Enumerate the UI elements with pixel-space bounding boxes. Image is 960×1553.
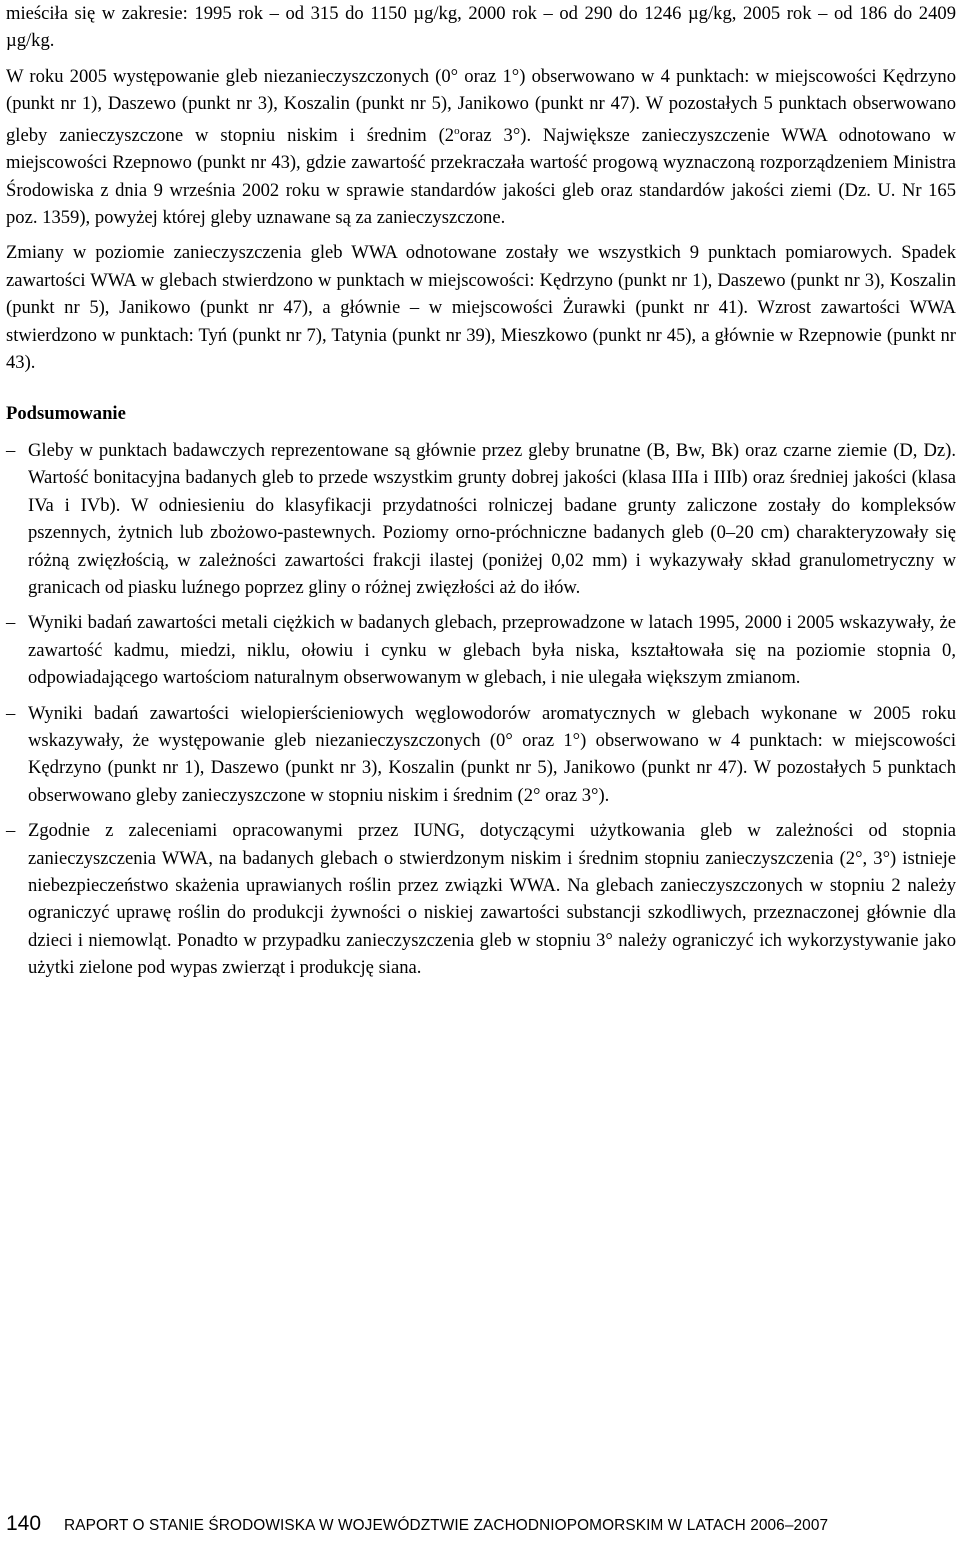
section-heading-summary: Podsumowanie [6,403,126,425]
dash-bullet: – [6,612,16,634]
summary-item-text: Zgodnie z zaleceniami opracowanymi przez IUNG, dotyczącymi użytkowania gleb w zależności od stopnia zanieczyszczenia WWA, na badanych glebach o stwierdzonym niskim i średnim stopniu zanieczyszczenia (2°, 3°) istnieje niebezpieczeństwo skażenia uprawianych roślin przez związki WWA. Na glebach zanieczyszczonych w stopniu 2 należy ograniczyć uprawę roślin do produkcji żywności o niskiej zawartości substancji szkodliwych, przeznaczonej głównie dla dzieci i niemowląt. Ponadto w przypadku zanieczyszczenia gleb w stopniu 3° należy ograniczyć ich wykorzystywanie jako użytki zielone pod wypas zwierząt i produkcję siana. [28,820,956,979]
paragraph-2005-results [6,63,956,232]
paragraph-2005-results-part-b: oraz 3°). Największe zanieczyszczenie WWA odnotowano w miejscowości Rzepnowo (punkt nr 43), gdzie zawartość przekraczała wartość progową wyznaczoną rozporządzeniem Ministra Środowiska z dnia 9 września 2002 roku w sprawie standardów jakości gleb oraz standardów jakości ziemi (Dz. U. Nr 165 poz. 1359), powyżej której gleby uznawane są za zanieczyszczone. [6,124,956,229]
report-title: RAPORT O STANIE ŚRODOWISKA W WOJEWÓDZTWIE ZACHODNIOPOMORSKIM W LATACH 2006–2007 [64,1517,829,1534]
paragraph-2005-results-part-a: W roku 2005 występowanie gleb niezanieczyszczonych (0° oraz 1°) obserwowano w 4 punktach: w miejscowości Kędrzyno (punkt nr 1), Daszewo (punkt nr 3), Koszalin (punkt nr 5), Janikowo (punkt nr 47). W pozostałych 5 punktach obserwowano gleby zanieczyszczone w stopniu niskim i średnim (2 [6,65,956,146]
paragraph-changes: Zmiany w poziomie zanieczyszczenia gleb WWA odnotowane zostały we wszystkich 9 punktach pomiarowych. Spadek zawartości WWA w glebach stwierdzono w punktach w miejscowości: Kędrzyno (punkt nr 1), Daszewo (punkt nr 3), Koszalin (punkt nr 5), Janikowo (punkt nr 47), a głównie – w miejscowości Żurawki (punkt nr 41). Wzrost zawartości WWA stwierdzono w punktach: Tyń (punkt nr 7), Tatynia (punkt nr 39), Mieszkowo (punkt nr 45), a głównie w Rzepnowie (punkt nr 43). [6,242,956,374]
degree-superscript: o [454,124,460,137]
summary-item [6,700,956,810]
page-footer [6,1512,956,1536]
summary-item [6,817,956,981]
summary-item-text: Gleby w punktach badawczych reprezentowane są głównie przez gleby brunatne (B, Bw, Bk) oraz czarne ziemie (D, Dz). Wartość bonitacyjna badanych gleb to przede wszystkim grunty dobrej jakości (klasa IIIa i IIIb) oraz średniej jakości (klasa IVa i IVb). W odniesieniu do klasyfikacji przydatności rolniczej badane grunty zaliczone zostały do kompleksów pszennych, żytnich lub zbożowo-pastewnych. Poziomy orno-próchniczne badanych gleb (0–20 cm) charakteryzowały się różną zwięzłością, w zależności zawartości frakcji ilastej (poniżej 0,02 mm) i wykazywały skład granulometryczny w granicach od piasku luźnego poprzez gliny o różnej zwięzłości aż do iłów. [28,439,956,598]
summary-item [6,609,956,691]
document-body [6,0,956,990]
summary-item-text: Wyniki badań zawartości wielopierścieniowych węglowodorów aromatycznych w glebach wykonane w 2005 roku wskazywały, że występowanie gleb niezanieczyszczonych (0° oraz 1°) obserwowano w 4 punktach: w miejscowości Kędrzyno (punkt nr 1), Daszewo (punkt nr 3), Koszalin (punkt nr 5), Janikowo (punkt nr 47). W pozostałych 5 punktach obserwowano gleby zanieczyszczone w stopniu niskim i średnim (2° oraz 3°). [28,702,956,806]
dash-bullet: – [6,702,16,724]
summary-item [6,437,956,601]
page-number: 140 [6,1512,42,1535]
dash-bullet: – [6,820,16,842]
dash-bullet: – [6,439,16,461]
summary-item-text: Wyniki badań zawartości metali ciężkich w badanych glebach, przeprowadzone w latach 1995, 2000 i 2005 wskazywały, że zawartość kadmu, miedzi, niklu, ołowiu i cynku w glebach była niska, kształtowała się na poziomie stopnia 0, odpowiadającego wartościom naturalnym obserwowanym w glebach, i nie ulegała większym zmianom. [28,612,956,689]
summary-list [6,437,956,982]
paragraph-contamination-range: mieściła się w zakresie: 1995 rok – od 315 do 1150 µg/kg, 2000 rok – od 290 do 1246 µg/kg, 2005 rok – od 186 do 2409 µg/kg. [6,3,956,52]
